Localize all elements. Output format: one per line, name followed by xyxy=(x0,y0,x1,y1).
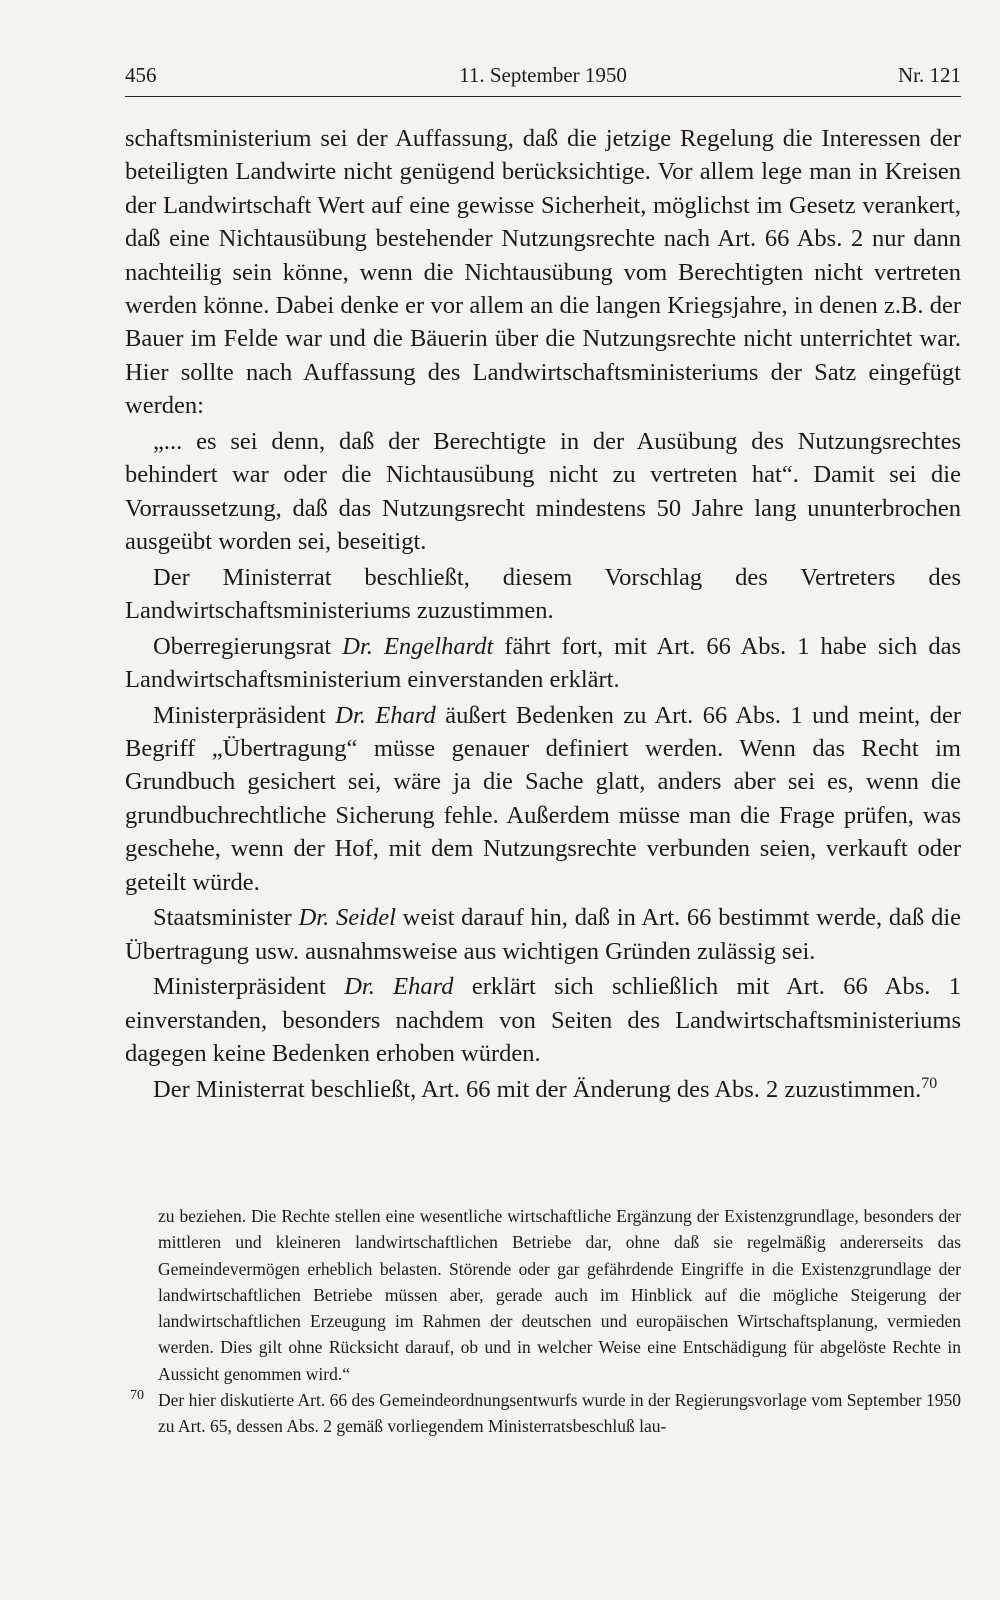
text-run: Ministerpräsident xyxy=(153,701,336,729)
paragraph-seidel xyxy=(125,901,961,968)
main-text xyxy=(125,122,961,1108)
text-run: fährt fort, mit Art. 66 Abs. 1 habe sich das Landwirtschaftsministerium einverstanden erklärt. xyxy=(125,632,961,694)
text-run: äußert Bedenken zu Art. 66 Abs. 1 und meint, der Begriff „Übertragung“ müsse genauer definiert werden. Wenn das Recht im Grundbuch gesichert sei, wäre ja die Sache glatt, anders aber sei es, wenn die grundbuchrechtliche Sicherung fehle. Außerdem müsse man die Frage prüfen, was geschehe, wenn der Hof, mit dem Nutzungsrechte verbunden seien, verkauft oder geteilt würde. xyxy=(125,701,961,896)
header-date: 11. September 1950 xyxy=(459,63,627,87)
footnotes xyxy=(130,1203,961,1440)
footnote-70 xyxy=(130,1387,961,1440)
text-run: erklärt sich schließlich mit Art. 66 Abs. 1 einverstanden, besonders nachdem von Seiten des Landwirtschaftsministeriums dagegen keine Bedenken erhoben würden. xyxy=(125,973,962,1068)
text-run: Ministerpräsident xyxy=(153,973,345,1001)
speaker-name: Dr. Ehard xyxy=(344,973,454,1001)
text-run: Staatsminister xyxy=(153,904,299,932)
paragraph-ehard-2 xyxy=(125,970,961,1070)
text-run: Der Ministerrat beschließt, Art. 66 mit der Änderung des Abs. 2 zuzustimmen. xyxy=(153,1075,922,1103)
running-header xyxy=(125,58,961,92)
issue-number: Nr. 121 xyxy=(898,63,961,87)
footnote-reference: 70 xyxy=(921,1074,938,1092)
paragraph-quote: „... es sei denn, daß der Berechtigte in der Ausübung des Nutzungsrechtes behindert war oder die Nichtausübung nicht zu vertreten hat“. Damit sei die Vorraussetzung, daß das Nutzungsrecht mindestens 50 Jahre lang ununterbrochen ausgeübt worden sei, beseitigt. xyxy=(125,427,961,556)
speaker-name: Dr. Ehard xyxy=(335,701,436,729)
paragraph-engelhardt xyxy=(125,630,961,697)
header-rule xyxy=(125,96,961,97)
speaker-name: Dr. Engelhardt xyxy=(342,632,494,660)
paragraph-decision-1: Der Ministerrat beschließt, diesem Vorschlag des Vertreters des Landwirtschaftsministeriums zuzustimmen. xyxy=(125,563,961,625)
paragraph-continued: schaftsministerium sei der Auffassung, daß die jetzige Regelung die Interessen der beteiligten Landwirte nicht genügend berücksichtige. Vor allem lege man in Kreisen der Landwirtschaft Wert auf eine gewisse Sicherheit, möglichst im Gesetz verankert, daß eine Nichtausübung bestehender Nutzungsrechte nach Art. 66 Abs. 2 nur dann nachteilig sein könne, wenn die Nichtausübung vom Berechtigten nicht vertreten werden könne. Dabei denke er vor allem an die langen Kriegsjahre, in denen z.B. der Bauer im Felde war und die Bäuerin über die Nutzungsrechte nicht unterrichtet war. Hier sollte nach Auffassung des Landwirtschaftsministeriums der Satz eingefügt werden: xyxy=(125,125,961,420)
footnote-text: Der hier diskutierte Art. 66 des Gemeindeordnungsentwurfs wurde in der Regierungsvorlage vom September 1950 zu Art. 65, dessen Abs. 2 gemäß vorliegendem Ministerratsbeschluß lau- xyxy=(158,1390,961,1437)
page-number: 456 xyxy=(125,63,157,87)
footnote-mark: 70 xyxy=(130,1388,144,1404)
footnote-continued: zu beziehen. Die Rechte stellen eine wesentliche wirtschaftliche Ergänzung der Existenzgrundlage, besonders der mittleren und kleineren landwirtschaftlichen Betriebe dar, ohne daß sie regelmäßig andererseits das Gemeindevermögen erheblich belasten. Störende oder gar gefährdende Eingriffe in die Existenzgrundlage der landwirtschaftlichen Betriebe müssen aber, gerade auch im Hinblick auf die mögliche Steigerung der landwirtschaftlichen Erzeugung im Rahmen der deutschen und europäischen Wirtschaftsplanung, vermieden werden. Dies gilt ohne Rücksicht darauf, ob und in welcher Weise eine Entschädigung für abgelöste Rechte in Aussicht genommen wird.“ xyxy=(158,1206,961,1384)
speaker-name: Dr. Seidel xyxy=(298,904,396,932)
text-run: weist darauf hin, daß in Art. 66 bestimmt werde, daß die Übertragung usw. ausnahmsweise aus wichtigen Gründen zulässig sei. xyxy=(125,904,961,965)
text-run: Oberregierungsrat xyxy=(153,632,343,660)
paragraph-decision-2 xyxy=(125,1073,961,1106)
paragraph-ehard-1 xyxy=(125,699,961,899)
